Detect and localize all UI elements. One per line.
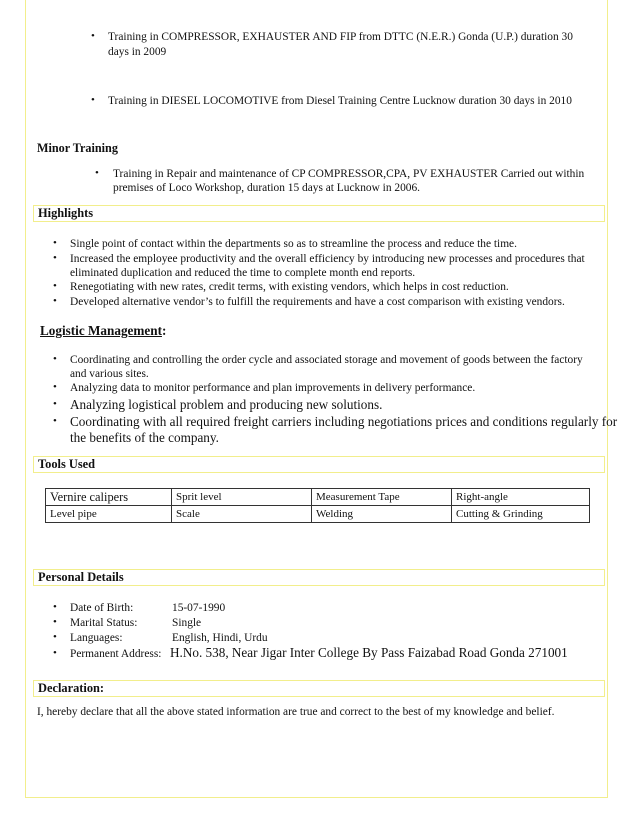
bullet-icon: • [91,30,95,42]
bullet-icon: • [53,280,57,292]
table-cell: Welding [312,506,452,523]
highlight-item: Increased the employee productivity and the overall efficiency by introducing new processes and procedures that [70,253,585,265]
address-label: Permanent Address: [70,648,162,660]
bullet-icon: • [53,353,57,365]
languages-value: English, Hindi, Urdu [172,632,268,644]
personal-details-header-bar [33,569,605,586]
dob-label: Date of Birth: [70,602,134,614]
bullet-icon: • [53,415,57,427]
address-value: H.No. 538, Near Jigar Inter College By Pass Faizabad Road Gonda 271001 [170,645,568,660]
highlight-item: Developed alternative vendor’s to fulfill the requirements and have a cost comparison with existing vendors. [70,296,565,308]
table-cell: Right-angle [452,489,590,506]
bullet-icon: • [53,601,57,613]
table-cell: Cutting & Grinding [452,506,590,523]
table-cell: Vernire calipers [46,489,172,506]
personal-details-heading: Personal Details [38,570,124,584]
bullet-icon: • [53,295,57,307]
tools-header-bar [33,456,605,473]
table-cell: Scale [172,506,312,523]
highlights-heading: Highlights [38,206,94,220]
table-row [46,506,590,523]
logistic-management-colon: : [161,323,167,338]
languages-label: Languages: [70,632,123,644]
logistic-item: Analyzing data to monitor performance and plan improvements in delivery performance. [70,382,476,394]
training-item-2: Training in DIESEL LOCOMOTIVE from Diesel Training Centre Lucknow duration 30 days in 2010 [108,95,572,107]
logistic-item: Coordinating and controlling the order cycle and associated storage and movement of goods between the factory [70,354,583,366]
minor-training-line-1: Training in Repair and maintenance of CP COMPRESSOR,CPA, PV EXHAUSTER Carried out within [113,168,585,180]
minor-training-heading: Minor Training [37,141,118,155]
table-row [46,489,590,506]
bullet-icon: • [53,237,57,249]
logistic-item: Analyzing logistical problem and producing new solutions. [70,397,383,412]
training-item-1-line-2: days in 2009 [108,46,167,58]
marital-status-value: Single [172,617,202,629]
logistic-item: Coordinating with all required freight carriers including negotiations prices and conditions regularly for [70,414,618,429]
table-cell: Level pipe [46,506,172,523]
logistic-management-title: Logistic Management [40,323,162,338]
tools-heading: Tools Used [38,457,96,471]
minor-training-line-2: premises of Loco Workshop, duration 15 days at Lucknow in 2006. [113,182,421,194]
highlight-item: Single point of contact within the departments so as to streamline the process and reduce the time. [70,238,517,250]
highlight-item: Renegotiating with new rates, credit terms, with existing vendors, which helps in cost reduction. [70,281,509,293]
table-cell: Sprit level [172,489,312,506]
training-item-1-line-1: Training in COMPRESSOR, EXHAUSTER AND FIP from DTTC (N.E.R.) Gonda (U.P.) duration 30 [108,31,573,43]
declaration-text: I, hereby declare that all the above stated information are true and correct to the best of my knowledge and belief. [37,706,555,718]
logistic-item-continued: and various sites. [70,368,149,380]
highlights-header-bar [33,205,605,222]
bullet-icon: • [53,616,57,628]
declaration-header-bar [33,680,605,697]
tools-table [45,488,590,523]
bullet-icon: • [53,631,57,643]
dob-value: 15-07-1990 [172,602,226,614]
table-cell: Measurement Tape [312,489,452,506]
highlight-item-continued: eliminated duplication and reduced the time to complete month end reports. [70,267,416,279]
bullet-icon: • [53,398,57,410]
bullet-icon: • [53,381,57,393]
logistic-item-continued: the benefits of the company. [70,430,219,445]
marital-status-label: Marital Status: [70,617,138,629]
bullet-icon: • [53,647,57,659]
bullet-icon: • [53,252,57,264]
bullet-icon: • [91,94,95,106]
bullet-icon: • [95,167,99,179]
logistic-management-heading [40,323,166,339]
declaration-heading: Declaration: [38,681,105,695]
